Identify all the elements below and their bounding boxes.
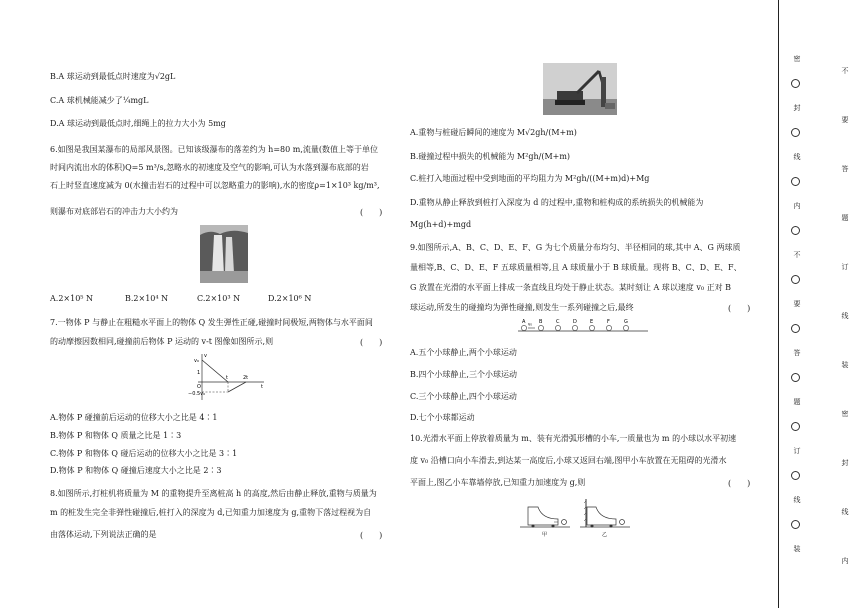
q8-stem-line3: 由落体运动,下列说法正确的是 [50,530,157,539]
ball-e [589,325,594,330]
vt-label-neg: −0.5v₀ [188,391,206,397]
ball-a [521,325,526,330]
vt-label-2t: 2t [243,375,249,381]
q8-stem-line2: m 的桩发生完全非弹性碰撞后,桩打入的深度为 d,已知重力加速度为 g,重物下落过程视为自 [50,508,372,517]
binding-char-6: 答 [793,349,801,356]
ball-label-e: E [590,319,594,325]
waterfall-photo [200,225,248,283]
q9-option-d: D.七个小球都运动 [410,413,475,422]
vt-label-origin: O [197,384,201,390]
binding-char-10: 装 [793,545,801,552]
vt-label-v0: v₀ [194,358,199,364]
binding-circle [791,373,800,382]
q6-option-d: D.2×10⁶ N [268,294,312,303]
q9-stem-line3: G 放置在光滑的水平面上排成一条直线且均处于静止状态。某时刻让 A 球以速度 v₀ 正对 B [410,283,732,292]
q7-option-c: C.物体 P 和物体 Q 碰后运动的位移大小之比是 3∶1 [50,449,238,458]
q10-stem-line1: 10.光滑水平面上停放着质量为 m、装有光滑弧形槽的小车,一质量也为 m 的小球以水平初速 [410,434,737,443]
q6-option-c: C.2×10³ N [197,294,241,303]
binding-char-outer-6: 装 [841,361,849,368]
binding-char-0: 密 [793,55,801,62]
q7-stem-line2: 的动摩擦因数相同,碰撞前后物体 P 运动的 v-t 图像如图所示,则 [50,337,274,346]
q9-option-b: B.四个小球静止,三个小球运动 [410,370,517,379]
ball-label-g: G [624,319,628,325]
q8-stem-line1: 8.如图所示,打桩机将质量为 M 的重物提升至离桩高 h 的高度,然后由静止释放,重物与质量为 [50,489,377,498]
q6-stem-line3: 石上时竖直速度减为 0(水撞击岩石的过程中可以忽略重力的影响),水的密度ρ=1×10³ kg/m³, [50,181,380,190]
q6-answer-paren: ( ) [360,208,383,217]
binding-char-1: 封 [793,104,801,111]
q10-stem-line2: 度 v₀ 沿槽口向小车滑去,到达某一高度后,小球又返回右端,图甲小车放置在无阻碍的光滑水 [410,456,727,465]
ball-label-b: B [539,319,543,325]
q7-option-a: A.物体 P 碰撞前后运动的位移大小之比是 4∶1 [50,413,218,422]
binding-char-outer-1: 要 [841,116,849,123]
q5-option-d: D.A 球运动到最低点时,细绳上的拉力大小为 5mg [50,119,226,128]
binding-circle [791,226,800,235]
pile-driver-photo [543,63,617,115]
binding-char-4: 不 [793,251,801,258]
q8-option-a: A.重物与桩碰后瞬间的速度为 M√2gh/(M+m) [410,128,577,137]
fig-b-label: 乙 [602,532,608,537]
vt-axis-t: t [261,384,263,390]
binding-char-outer-4: 订 [841,263,849,270]
q5-option-c: C.A 球机械能减少了¼mgL [50,96,149,105]
fig-a-label: 甲 [542,532,548,537]
binding-circle [791,128,800,137]
q8-option-c: C.桩打入地面过程中受到地面的平均阻力为 M²gh/((M+m)d)+Mg [410,174,650,183]
binding-circle [791,471,800,480]
vt-label-1: 1 [197,370,201,376]
ball-label-a: A [522,319,526,325]
q9-answer-paren: ( ) [728,304,751,313]
vt-label-t: t [226,375,228,381]
binding-char-9: 线 [793,496,801,503]
q8-option-d-line1: D.重物从静止释放到桩打入深度为 d 的过程中,重物和桩构成的系统损失的机械能为 [410,198,704,207]
binding-char-8: 订 [793,447,801,454]
ball-label-c: C [556,319,560,325]
q9-option-a: A.五个小球静止,两个小球运动 [410,348,517,357]
binding-circle [791,177,800,186]
binding-circle [791,324,800,333]
q9-stem-line2: 量相等,B、C、D、E、F 五球质量相等,且 A 球质量小于 B 球质量。现将 B、C、D、E、F、 [410,263,742,272]
binding-char-7: 题 [793,398,801,405]
q6-option-a: A.2×10⁵ N [50,294,94,303]
binding-char-outer-10: 内 [841,557,849,564]
vt-axis-v: v [204,353,207,359]
binding-circle [791,520,800,529]
q7-stem-line1: 7.一物体 P 与静止在粗糙水平面上的物体 Q 发生弹性正碰,碰撞时间极短,两物体与水平面间 [50,318,373,327]
ball-b [538,325,543,330]
q7-answer-paren: ( ) [360,338,383,347]
binding-char-2: 线 [793,153,801,160]
ball-label-d: D [573,319,577,325]
ball-g [623,325,628,330]
q8-answer-paren: ( ) [360,531,383,540]
q9-stem-line4: 球运动,所发生的碰撞均为弹性碰撞,则发生一系列碰撞之后,最终 [410,303,634,312]
q6-option-b: B.2×10⁴ N [125,294,169,303]
binding-circle [791,275,800,284]
binding-char-outer-2: 答 [841,165,849,172]
q7-option-d: D.物体 P 和物体 Q 碰撞后速度大小之比是 2∶3 [50,466,222,475]
q6-stem-line4: 则瀑布对底部岩石的冲击力大小约为 [50,207,178,216]
vt-line-after [228,382,246,392]
balls-diagram [518,318,648,334]
binding-char-outer-5: 线 [841,312,849,319]
q8-option-b: B.碰撞过程中损失的机械能为 M²gh/(M+m) [410,152,571,161]
binding-char-outer-9: 线 [841,508,849,515]
vt-line-before [202,360,228,382]
q9-option-c: C.三个小球静止,四个小球运动 [410,392,517,401]
binding-char-outer-0: 不 [841,67,849,74]
q6-stem-line2: 时间内流出水的体积)Q=5 m³/s,忽略水的初速度及空气的影响,可认为水落到瀑布底部的岩 [50,163,369,172]
binding-circle [791,422,800,431]
ball-f [606,325,611,330]
binding-char-5: 要 [793,300,801,307]
q9-stem-line1: 9.如图所示,A、B、C、D、E、F、G 为七个质量分布均匀、半径相同的球,其中 A、G 两球质 [410,243,741,252]
q8-option-d-line2: Mg(h+d)+mgd [410,220,472,229]
velocity-label: v₀ [528,321,532,327]
binding-char-outer-8: 封 [841,459,849,466]
q7-option-b: B.物体 P 和物体 Q 质量之比是 1∶3 [50,431,182,440]
ball-d [572,325,577,330]
binding-line [778,0,779,608]
binding-circle [791,79,800,88]
binding-char-outer-3: 题 [841,214,849,221]
q10-stem-line3: 平面上,图乙小车靠墙停放,已知重力加速度为 g,则 [410,478,586,487]
binding-char-3: 内 [793,202,801,209]
vt-graph [188,352,268,402]
q6-stem-line1: 6.如图是我国某瀑布的局部风景图。已知该级瀑布的落差约为 h=80 m,流量(数值上等于单位 [50,145,379,154]
binding-char-outer-7: 密 [841,410,849,417]
q10-answer-paren: ( ) [728,479,751,488]
cart-figures [520,495,632,537]
q5-option-b: B.A 球运动到最低点时速度为√2gL [50,72,176,81]
ball-label-f: F [607,319,610,325]
ball-c [555,325,560,330]
